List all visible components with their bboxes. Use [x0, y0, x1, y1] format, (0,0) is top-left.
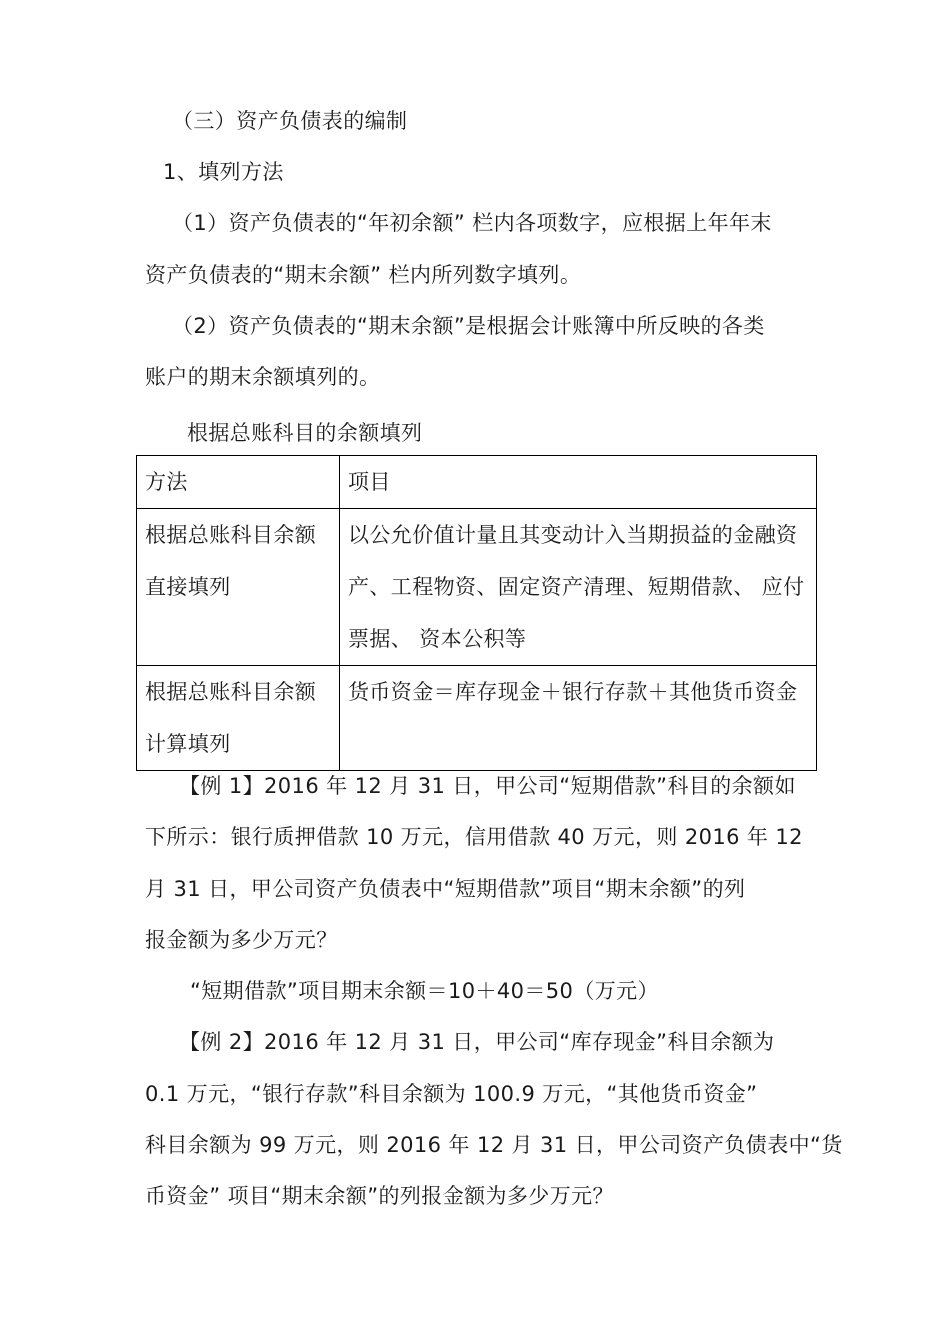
- table-row: [137, 666, 817, 771]
- table-row: [137, 509, 817, 666]
- example-2-line-1: 【例 2】2016 年 12 月 31 日，甲公司“库存现金”科目余额为: [179, 1030, 775, 1054]
- table-header-items: 项目: [340, 456, 817, 509]
- rule-2-line-1: （2）资产负债表的“期末余额”是根据会计账簿中所反映的各类: [172, 314, 765, 338]
- example-1-line-1: 【例 1】2016 年 12 月 31 日，甲公司“短期借款”科目的余额如: [179, 774, 796, 798]
- example-2-line-2: 0.1 万元，“银行存款”科目余额为 100.9 万元，“其他货币资金”: [145, 1082, 758, 1106]
- section-title: （三）资产负债表的编制: [172, 109, 408, 133]
- table-header-row: [137, 456, 817, 509]
- table-cell-items: 货币资金＝库存现金＋银行存款＋其他货币资金: [340, 666, 817, 771]
- fill-method-table: [136, 455, 817, 771]
- table-cell-method: 根据总账科目余额计算填列: [137, 666, 340, 771]
- example-2-line-3: 科目余额为 99 万元，则 2016 年 12 月 31 日，甲公司资产负债表中“货: [145, 1133, 843, 1157]
- example-1-answer: “短期借款”项目期末余额＝10＋40＝50（万元）: [190, 979, 659, 1003]
- table-cell-items: 以公允价值计量且其变动计入当期损益的金融资产、工程物资、固定资产清理、短期借款、 应付票据、 资本公积等: [340, 509, 817, 666]
- table-caption: 根据总账科目的余额填列: [187, 421, 423, 445]
- rule-2-line-2: 账户的期末余额填列的。: [145, 365, 381, 389]
- rule-1-line-1: （1）资产负债表的“年初余额” 栏内各项数字，应根据上年年末: [172, 211, 772, 235]
- table-cell-method: 根据总账科目余额直接填列: [137, 509, 340, 666]
- subsection-title: 1、填列方法: [163, 160, 284, 184]
- example-1-line-2: 下所示：银行质押借款 10 万元，信用借款 40 万元，则 2016 年 12: [145, 825, 803, 849]
- example-1-line-3: 月 31 日，甲公司资产负债表中“短期借款”项目“期末余额”的列: [145, 877, 746, 901]
- table-header-method: 方法: [137, 456, 340, 509]
- rule-1-line-2: 资产负债表的“期末余额” 栏内所列数字填列。: [145, 263, 582, 287]
- example-2-line-4: 币资金” 项目“期末余额”的列报金额为多少万元？: [145, 1184, 614, 1208]
- example-1-line-4: 报金额为多少万元？: [145, 928, 338, 952]
